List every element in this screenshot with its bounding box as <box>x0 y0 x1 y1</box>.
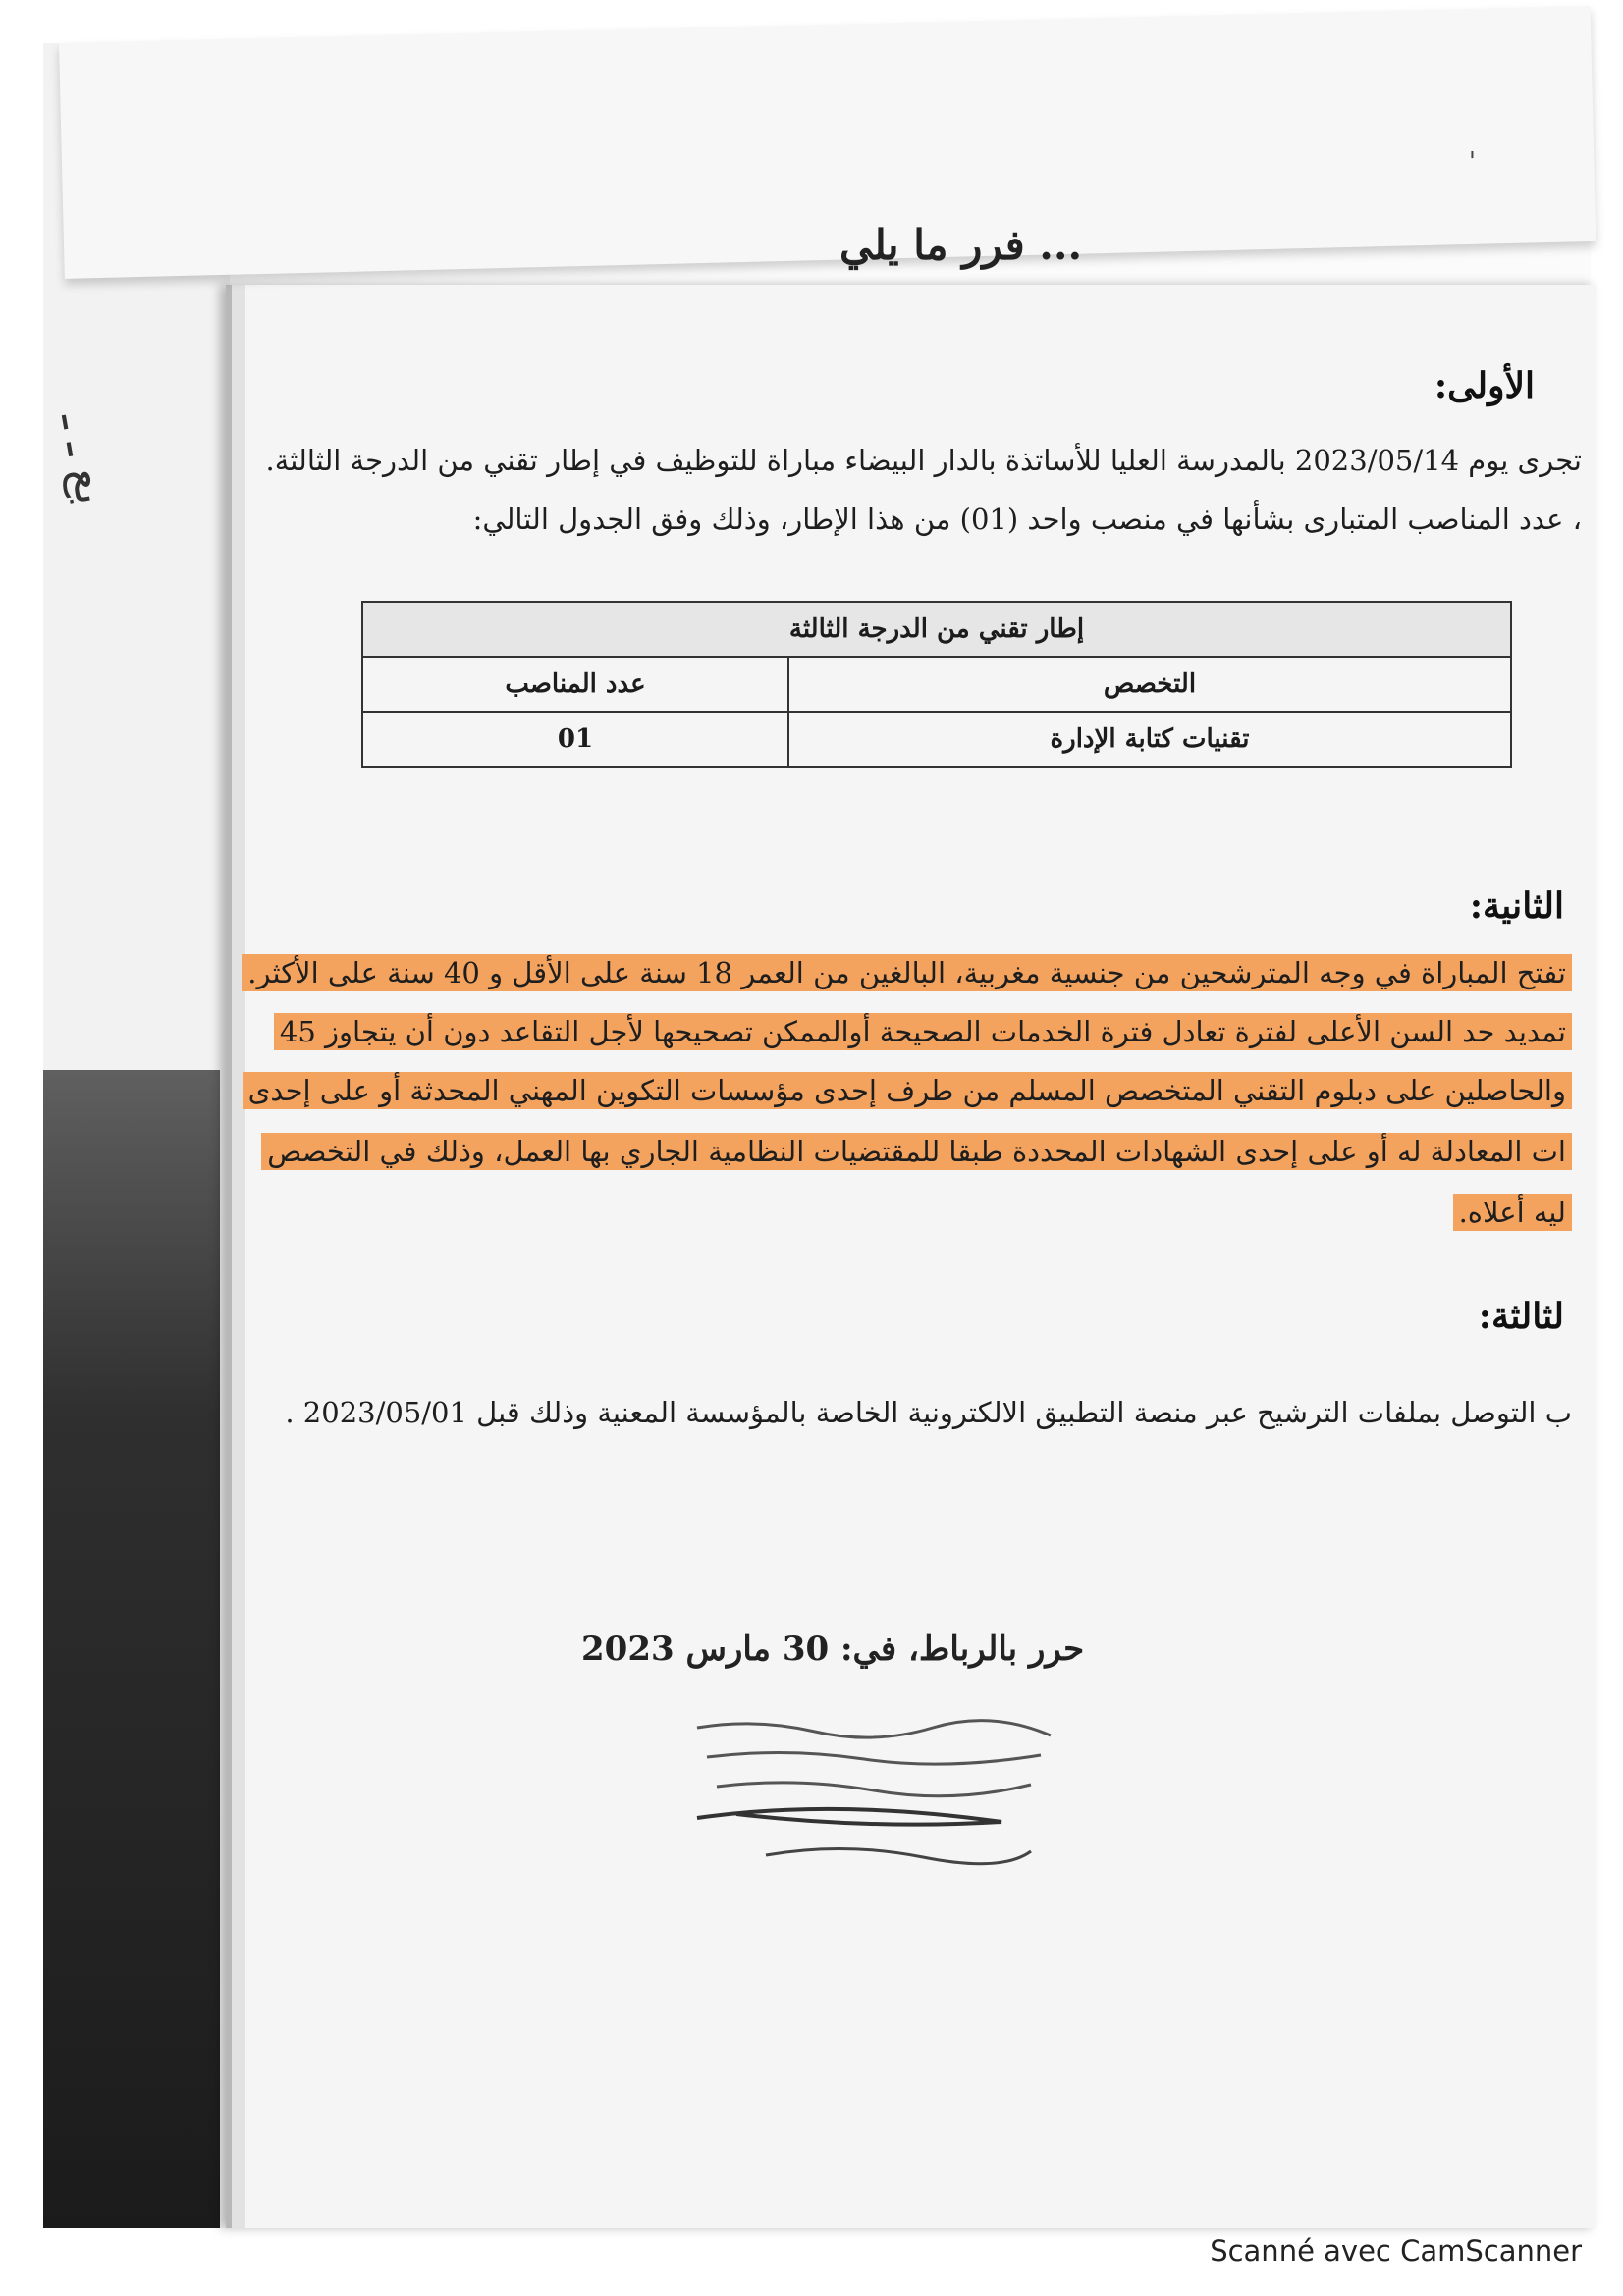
signature-date-line: حرر بالرباط، في: 30 مارس 2023 <box>581 1629 1085 1669</box>
table-header-posts: عدد المناصب <box>362 657 788 712</box>
article1-heading: الأولى: <box>1434 365 1535 406</box>
table-cell-posts: 01 <box>362 712 788 767</box>
article2-line-5 <box>1453 1196 1572 1229</box>
table-cell-specialty: تقنيات كتابة الإدارة <box>788 712 1511 767</box>
flap-title-fragment: ... فرر ما يلي <box>839 221 1083 269</box>
camscanner-footer: Scanné avec CamScanner <box>1210 2234 1582 2268</box>
article1-line-1: تجرى يوم 2023/05/14 بالمدرسة العليا للأساتذة بالدار البيضاء مباراة للتوظيف في إطار تقني من الدرجة الثالثة. <box>265 444 1582 477</box>
highlighted-text: ليه أعلاه. <box>1453 1194 1572 1231</box>
article2-line-4 <box>261 1135 1572 1168</box>
highlighted-text: تمديد حد السن الأعلى لفترة تعادل فترة الخدمات الصحيحة أوالممكن تصحيحها لأجل التقاعد دون أن يتجاوز 45 <box>274 1013 1572 1050</box>
folded-paper-flap <box>59 6 1596 279</box>
document-page <box>226 285 1596 2228</box>
handwritten-signature <box>677 1708 1070 1885</box>
posts-table <box>361 601 1512 768</box>
page-edge <box>232 285 245 2228</box>
article2-line-3 <box>243 1074 1572 1107</box>
dark-underlying-area <box>43 1070 220 2228</box>
flap-mark: ' <box>1468 147 1476 177</box>
article2-line-1 <box>242 956 1572 989</box>
table-title: إطار تقني من الدرجة الثالثة <box>362 602 1511 657</box>
highlighted-text: تفتح المباراة في وجه المترشحين من جنسية مغربية، البالغين من العمر 18 سنة على الأقل و 40 سنة على الأكثر. <box>242 954 1572 991</box>
article3-line: ب التوصل بملفات الترشيح عبر منصة التطبيق الالكترونية الخاصة بالمؤسسة المعنية وذلك قبل 2023/05/01 . <box>285 1396 1572 1429</box>
article2-heading: الثانية: <box>1469 885 1564 927</box>
highlighted-text: والحاصلين على دبلوم التقني المتخصص المسلم من طرف إحدى مؤسسات التكوين المهني المحدثة أو على إحدى <box>243 1072 1572 1109</box>
margin-scribble: بع ـ ـ <box>51 408 120 508</box>
table-header-specialty: التخصص <box>788 657 1511 712</box>
article3-heading: لثالثة: <box>1478 1296 1564 1337</box>
highlighted-text: ات المعادلة له أو على إحدى الشهادات المحددة طبقا للمقتضيات النظامية الجاري بها العمل، وذلك في التخصص <box>261 1133 1572 1170</box>
article2-line-2 <box>274 1015 1572 1048</box>
signature-scribble-icon <box>677 1708 1070 1885</box>
article1-line-2: ، عدد المناصب المتبارى بشأنها في منصب واحد (01) من هذا الإطار، وذلك وفق الجدول التالي: <box>472 503 1582 536</box>
